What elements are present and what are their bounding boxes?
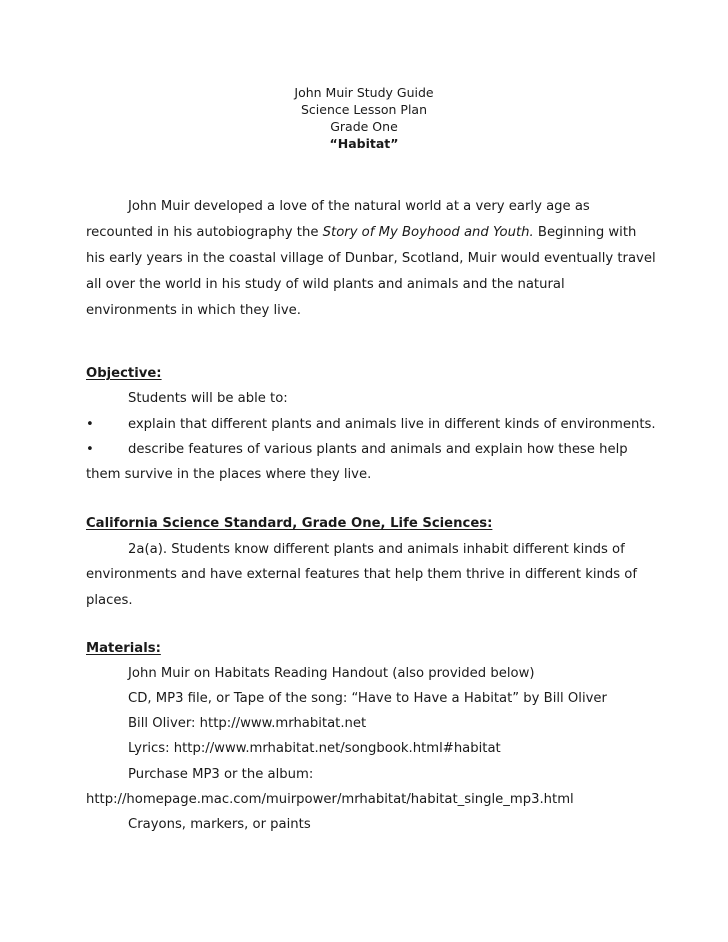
intro-paragraph — [86, 194, 656, 324]
intro-text-2: Beginning with his early years in the coastal village of Dunbar, Scotland, Muir would eventually travel all over the world in his study of wild plants and animals and the natural environments in which they live. — [86, 225, 656, 318]
intro-text-1: John Muir developed a love of the natural world at a very early age as recounted in his autobiography the — [86, 199, 590, 240]
materials-item: Crayons, markers, or paints — [128, 817, 311, 832]
materials-item: Purchase MP3 or the album: — [128, 767, 314, 782]
objective-lead: Students will be able to: — [128, 391, 288, 406]
materials-url: http://homepage.mac.com/muirpower/mrhabitat/habitat_single_mp3.html — [86, 792, 574, 807]
materials-heading: Materials: — [86, 641, 161, 656]
header-subtitle: Science Lesson Plan — [300, 102, 428, 117]
header-grade: Grade One — [330, 119, 398, 134]
standard-line-2: environments and have external features that help them thrive in different kinds of — [86, 567, 638, 582]
document-header — [0, 84, 728, 152]
materials-item: John Muir on Habitats Reading Handout (also provided below) — [128, 666, 535, 681]
objective-bullet-2-cont: them survive in the places where they live. — [86, 467, 372, 482]
materials-item: CD, MP3 file, or Tape of the song: “Have to Have a Habitat” by Bill Oliver — [128, 691, 607, 706]
bullet-marker: • — [86, 417, 94, 432]
objective-bullet-1: explain that different plants and animals live in different kinds of environments. — [128, 417, 656, 432]
header-title: John Muir Study Guide — [294, 85, 434, 100]
materials-item: Lyrics: http://www.mrhabitat.net/songbook.html#habitat — [128, 741, 501, 756]
header-topic: “Habitat” — [329, 136, 399, 151]
bullet-marker: • — [86, 442, 94, 457]
standard-heading: California Science Standard, Grade One, Life Sciences: — [86, 516, 493, 531]
materials-item: Bill Oliver: http://www.mrhabitat.net — [128, 716, 367, 731]
standard-line-3: places. — [86, 593, 133, 608]
objective-heading: Objective: — [86, 366, 162, 381]
standard-line-1: 2a(a). Students know different plants and animals inhabit different kinds of — [128, 542, 625, 557]
intro-book-title: Story of My Boyhood and Youth. — [322, 225, 534, 240]
objective-bullet-2: describe features of various plants and animals and explain how these help — [128, 442, 628, 457]
